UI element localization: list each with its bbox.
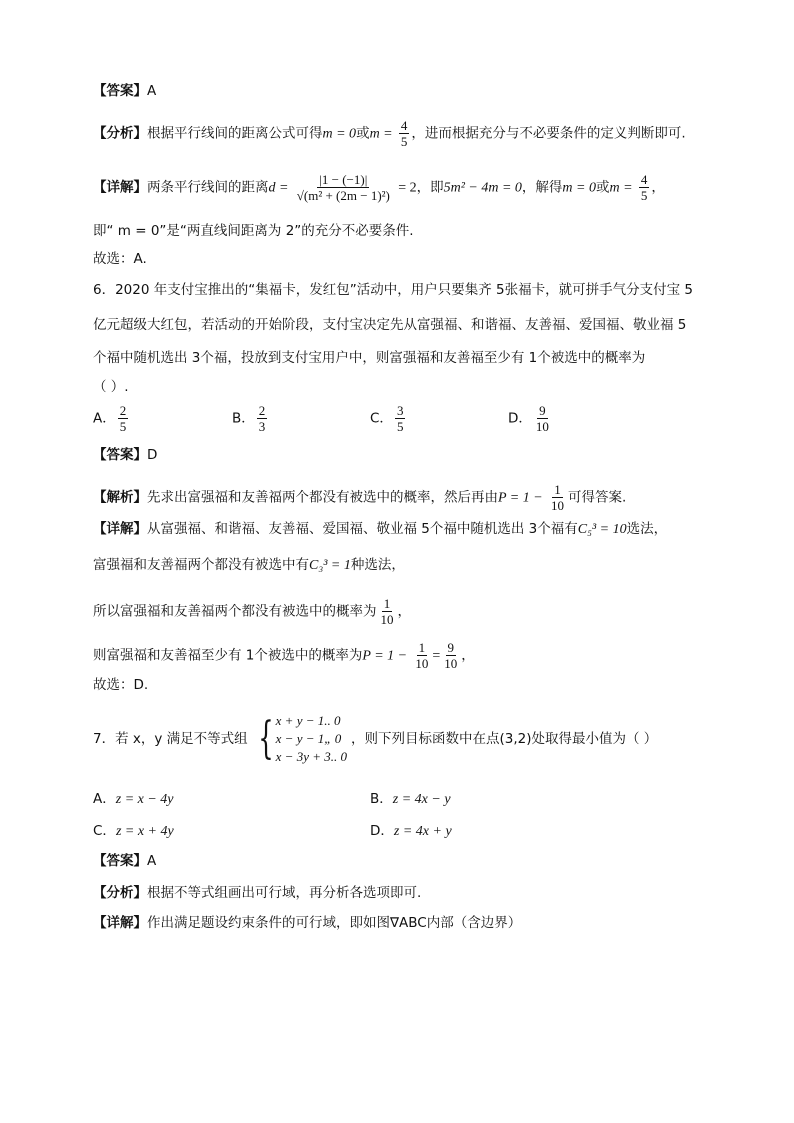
q6-detail-line4 — [93, 640, 475, 671]
answer-tag: 【答案】 — [93, 853, 147, 869]
brace-symbol: { — [257, 713, 274, 764]
detail-text: ，即 — [416, 179, 444, 196]
fraction-num: 9 — [539, 403, 546, 418]
option-expr: z = x − 4y — [115, 792, 174, 807]
detail-text-end: ， — [651, 179, 665, 196]
math-p: P = 1 − — [498, 490, 543, 506]
fraction-num: 2 — [119, 403, 127, 418]
fraction-num: 1 — [554, 482, 561, 497]
fraction-num: 3 — [396, 403, 404, 418]
fraction-den: 10 — [415, 656, 429, 671]
analysis-tag: 【分析】 — [93, 885, 147, 901]
option-label: C． — [93, 823, 116, 839]
detail-text: 从富强福、和谐福、友善福、爱国福、敬业福 5个福中随机选出 3个福有 — [147, 521, 578, 537]
math-m0: m = 0 — [562, 180, 596, 196]
system-row: x + y − 1.. 0 — [275, 713, 341, 728]
math-d: d = — [268, 180, 289, 196]
fraction-den: 5 — [400, 134, 408, 149]
or-text: 或 — [356, 125, 370, 142]
option-expr: z = 4x + y — [393, 824, 452, 839]
system-rows — [276, 712, 347, 766]
fraction-den: 10 — [380, 612, 394, 627]
math-combination: C₅³ = 10 — [577, 522, 627, 537]
q6-detail-line2 — [93, 556, 405, 575]
stem-text-end: ，则下列目标函数中在点(3,2)处取得最小值为（ ） — [351, 731, 658, 747]
detail-text: 所以富强福和友善福两个都没有被选中的概率为 — [93, 603, 377, 620]
detail-text: 作出满足题设约束条件的可行域，即如图∇ABC内部（含边界） — [147, 915, 522, 931]
distance-fraction — [295, 172, 392, 203]
math-m: m = — [609, 180, 633, 196]
q6-choose: 故选：D. — [93, 677, 149, 693]
q6-stem-line2: 亿元超级大红包，若活动的开始阶段，支付宝决定先从富强福、和谐福、友善福、爱国福、敬业福 5 — [93, 317, 687, 333]
answer-tag: 【答案】 — [93, 83, 147, 99]
or-text: 或 — [595, 179, 610, 196]
fraction — [257, 403, 268, 434]
fraction — [639, 172, 650, 203]
fraction-den: 5 — [640, 188, 648, 203]
q6-option-a — [93, 403, 130, 434]
fraction-num: 1 — [418, 640, 426, 655]
q7-option-d — [370, 822, 452, 841]
q6-detail-line1 — [93, 520, 667, 539]
option-label: B． — [370, 791, 393, 807]
option-label: D． — [370, 823, 394, 839]
analysis-tag: 【分析】 — [93, 125, 147, 142]
detail-text-end: 选法， — [626, 521, 668, 537]
fraction — [379, 596, 396, 627]
fraction — [442, 640, 459, 671]
option-label: A． — [93, 410, 116, 427]
math-combination: C₃³ = 1 — [309, 558, 351, 573]
q5-detail-line — [93, 172, 665, 203]
system-row: x − 3y + 3.. 0 — [275, 749, 347, 764]
detail-text: 两条平行线间的距离 — [147, 179, 269, 196]
fraction-num: |1 − (−1)| — [319, 172, 368, 187]
fraction — [534, 403, 551, 434]
jiexi-text: 先求出富强福和友善福两个都没有被选中的概率，然后再由 — [147, 489, 498, 506]
answer-value: A — [147, 83, 157, 99]
q6-stem-line1: 6．2020 年支付宝推出的“集福卡，发红包”活动中，用户只要集齐 5张福卡，就可拼手气分支付宝 5 — [93, 282, 693, 298]
fraction — [395, 403, 406, 434]
option-label: D． — [508, 410, 532, 427]
q6-stem-line4: （ ）. — [93, 379, 129, 395]
q6-option-d — [508, 403, 553, 434]
q6-detail-line3 — [93, 596, 411, 627]
fraction-num: 4 — [400, 118, 408, 133]
analysis-text: 根据平行线间的距离公式可得 — [147, 125, 323, 142]
detail-tag: 【详解】 — [93, 521, 147, 537]
option-label: B． — [232, 410, 255, 427]
q7-option-a — [93, 790, 174, 809]
q6-option-c — [370, 403, 407, 434]
fraction — [399, 118, 410, 149]
option-label: A． — [93, 791, 116, 807]
q6-answer-line — [93, 446, 157, 464]
stem-text: 7．若 x，y 满足不等式组 — [93, 731, 248, 747]
q7-option-b — [370, 790, 451, 809]
q6-jiexi-line — [93, 482, 626, 513]
math-eq: = — [432, 648, 441, 664]
math-eq: = 2 — [398, 180, 417, 196]
fraction-den: 10 — [551, 498, 564, 513]
fraction-den: 5 — [396, 419, 404, 434]
fraction-num: 4 — [640, 172, 648, 187]
jiexi-text-end: 可得答案. — [568, 489, 627, 506]
answer-tag: 【答案】 — [93, 447, 147, 463]
jiexi-tag: 【解析】 — [93, 489, 147, 506]
math-m: m = — [369, 126, 393, 142]
q7-option-c — [93, 822, 174, 841]
fraction-num: 9 — [447, 640, 455, 655]
analysis-text-end: ，进而根据充分与不必要条件的定义判断即可. — [411, 125, 686, 142]
fraction-den: 5 — [119, 419, 127, 434]
q6-stem-line3: 个福中随机选出 3个福，投放到支付宝用户中，则富强福和友善福至少有 1个被选中的概率为 — [93, 350, 646, 366]
fraction-num: 2 — [258, 403, 266, 418]
detail-text-end: 种选法， — [350, 557, 405, 573]
answer-value: D — [147, 447, 158, 463]
q7-analysis-line — [93, 884, 421, 902]
detail-text: 则富强福和友善福至少有 1个被选中的概率为 — [93, 647, 363, 664]
q5-answer-line — [93, 82, 156, 100]
fraction-den: 3 — [258, 419, 266, 434]
q7-stem — [93, 712, 657, 766]
fraction-num: 1 — [383, 596, 391, 611]
q5-choose: 故选：A. — [93, 251, 147, 267]
analysis-text: 根据不等式组画出可行域，再分析各选项即可. — [147, 885, 422, 901]
answer-value: A — [147, 853, 157, 869]
q7-detail-line — [93, 914, 521, 932]
q6-option-b — [232, 403, 269, 434]
detail-text-end: ， — [397, 603, 411, 620]
q5-analysis-line — [93, 118, 686, 149]
detail-text: 富强福和友善福两个都没有被选中有 — [93, 557, 309, 573]
fraction — [413, 640, 430, 671]
fraction-den: 10 — [444, 656, 458, 671]
option-expr: z = x + 4y — [115, 824, 174, 839]
fraction-den: √(m² + (2m − 1)²) — [296, 188, 390, 203]
fraction — [118, 403, 129, 434]
option-label: C． — [370, 410, 393, 427]
fraction-den: 10 — [535, 419, 549, 434]
q7-answer-line — [93, 852, 156, 870]
math-equation: 5m² − 4m = 0 — [443, 180, 522, 196]
detail-text: ，解得 — [521, 179, 563, 196]
math-p: P = 1 − — [362, 648, 408, 664]
detail-tag: 【详解】 — [93, 915, 147, 931]
detail-text-end: ， — [461, 647, 475, 664]
option-expr: z = 4x − y — [392, 792, 451, 807]
system-row: x − y − 1„ 0 — [275, 731, 342, 746]
fraction — [549, 482, 566, 513]
detail-tag: 【详解】 — [93, 179, 147, 196]
math-m0: m = 0 — [322, 126, 357, 142]
inequality-system — [252, 712, 347, 766]
q5-conclusion: 即“ m = 0”是“两直线间距离为 2”的充分不必要条件. — [93, 223, 414, 239]
